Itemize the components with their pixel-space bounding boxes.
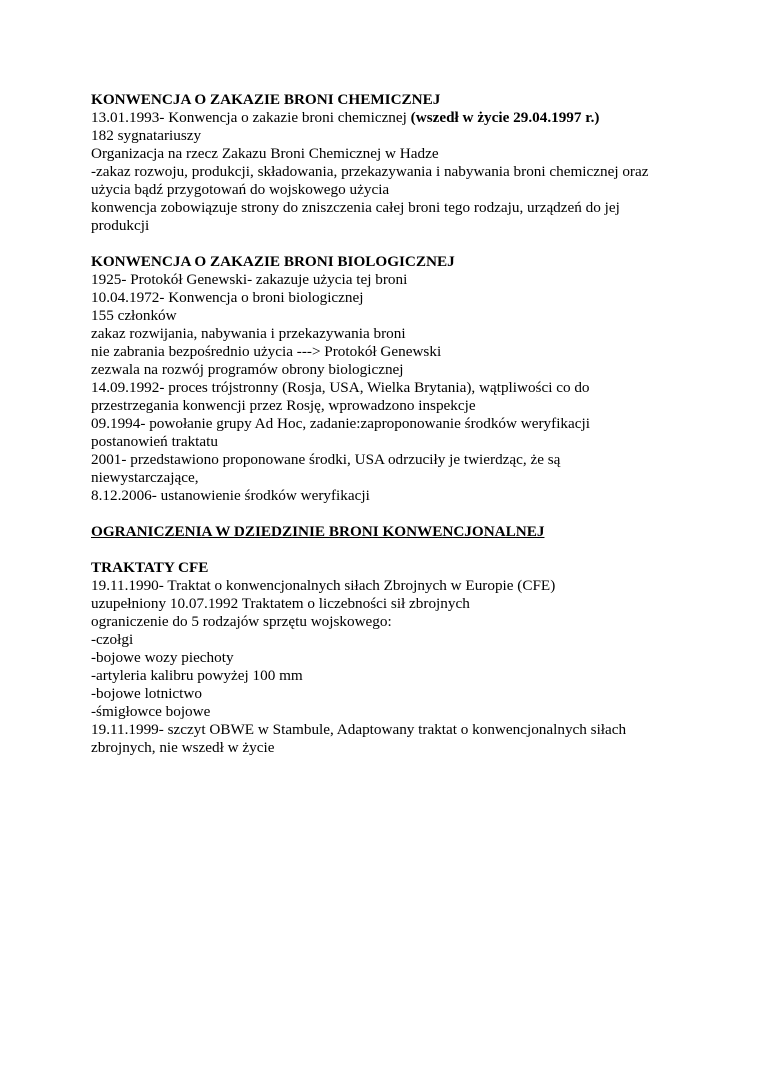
section-heading-cfe: TRAKTATY CFE <box>91 559 209 576</box>
text-line: 10.04.1972- Konwencja o broni biologicznej <box>91 289 364 306</box>
text-line: zakaz rozwijania, nabywania i przekazywania broni <box>91 325 406 342</box>
text-line: 8.12.2006- ustanowienie środków weryfikacji <box>91 487 370 504</box>
list-item: -czołgi <box>91 631 134 648</box>
text-line: nie zabrania bezpośrednio użycia ---> Protokół Genewski <box>91 343 442 360</box>
section-heading-conventional: OGRANICZENIA W DZIEDZINIE BRONI KONWENCJONALNEJ <box>91 523 545 540</box>
text-line: 182 sygnatariuszy <box>91 127 202 144</box>
section-heading-chemical: KONWENCJA O ZAKAZIE BRONI CHEMICZNEJ <box>91 91 441 108</box>
list-item: -artyleria kalibru powyżej 100 mm <box>91 667 303 684</box>
text-line: konwencja zobowiązuje strony do zniszczenia całej broni tego rodzaju, urządzeń do jej <box>91 199 620 216</box>
text-line: 155 członków <box>91 307 177 324</box>
bold-text-span: (wszedł w życie 29.04.1997 r.) <box>410 109 600 126</box>
text-line: 19.11.1990- Traktat o konwencjonalnych siłach Zbrojnych w Europie (CFE) <box>91 577 556 594</box>
text-line: 09.1994- powołanie grupy Ad Hoc, zadanie:zaproponowanie środków weryfikacji <box>91 415 590 432</box>
spacer <box>91 505 691 523</box>
spacer <box>91 235 691 253</box>
text-line: Organizacja na rzecz Zakazu Broni Chemicznej w Hadze <box>91 145 439 162</box>
text-line: 2001- przedstawiono proponowane środki, USA odrzuciły je twierdząc, że są <box>91 451 561 468</box>
text-line: produkcji <box>91 217 150 234</box>
text-line: zbrojnych, nie wszedł w życie <box>91 739 275 756</box>
text-line: postanowień traktatu <box>91 433 218 450</box>
text-line: użycia bądź przygotowań do wojskowego użycia <box>91 181 390 198</box>
text-line: 14.09.1992- proces trójstronny (Rosja, USA, Wielka Brytania), wątpliwości co do <box>91 379 590 396</box>
text-line: uzupełniony 10.07.1992 Traktatem o liczebności sił zbrojnych <box>91 595 470 612</box>
text-line: przestrzegania konwencji przez Rosję, wprowadzono inspekcje <box>91 397 476 414</box>
text-line: niewystarczające, <box>91 469 199 486</box>
text-line: -zakaz rozwoju, produkcji, składowania, przekazywania i nabywania broni chemicznej oraz <box>91 163 649 180</box>
section-heading-biological: KONWENCJA O ZAKAZIE BRONI BIOLOGICZNEJ <box>91 253 455 270</box>
document-page <box>91 91 691 757</box>
text-span: 13.01.1993- Konwencja o zakazie broni chemicznej <box>91 109 411 126</box>
list-item: -bojowe lotnictwo <box>91 685 202 702</box>
text-line <box>91 109 691 127</box>
list-item: -bojowe wozy piechoty <box>91 649 234 666</box>
text-line: ograniczenie do 5 rodzajów sprzętu wojskowego: <box>91 613 392 630</box>
text-line: zezwala na rozwój programów obrony biologicznej <box>91 361 404 378</box>
text-line: 19.11.1999- szczyt OBWE w Stambule, Adaptowany traktat o konwencjonalnych siłach <box>91 721 627 738</box>
text-line: 1925- Protokół Genewski- zakazuje użycia tej broni <box>91 271 408 288</box>
list-item: -śmigłowce bojowe <box>91 703 211 720</box>
spacer <box>91 541 691 559</box>
